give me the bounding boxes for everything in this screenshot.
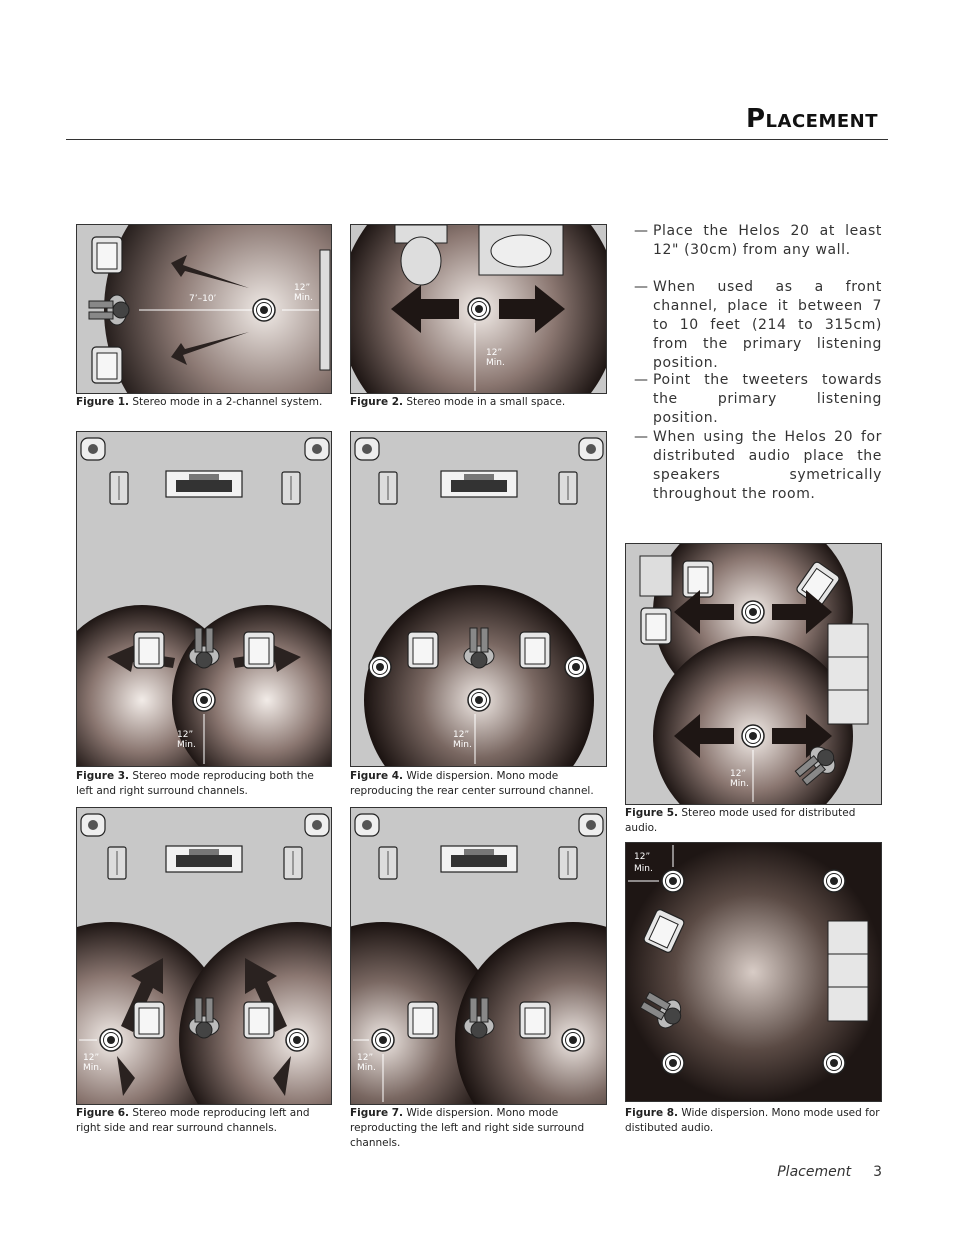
figure-3-min-value: 12” (177, 730, 194, 740)
figure-5-diagram (625, 543, 882, 805)
figure-2-label: Figure 2. (350, 396, 404, 408)
figure-3-caption (76, 769, 332, 799)
figure-2-caption-text: Stereo mode in a small space. (406, 396, 566, 408)
bullet-tweeters (634, 371, 882, 428)
bullet-text: When used as a front channel, place it between 7 to 10 feet (214 to 315cm) from the primary listening position. (653, 279, 882, 371)
figure-5-min-value: 12” (730, 769, 747, 779)
title-rule (66, 139, 888, 140)
figure-4-diagram (350, 431, 607, 767)
page-title: Placement (745, 104, 878, 134)
figure-4-caption (350, 769, 606, 799)
figure-3-min-label: Min. (177, 740, 196, 750)
figure-8-min-label: Min. (634, 864, 653, 874)
figure-1-caption (76, 395, 332, 410)
figure-7-diagram (350, 807, 607, 1105)
figure-6-caption-text: Stereo mode reproducing left and right side and rear surround channels. (76, 1107, 310, 1134)
figure-6-label: Figure 6. (76, 1107, 130, 1119)
figure-7-min-value: 12” (357, 1053, 374, 1063)
bullet-front-channel (634, 278, 882, 373)
footer-section-label: Placement (777, 1164, 852, 1180)
figure-5-caption-text: Stereo mode used for distributed audio. (625, 807, 856, 834)
bullet-distributed (634, 428, 882, 504)
figure-5-min-label: Min. (730, 779, 749, 789)
figure-2-min-label: Min. (486, 358, 505, 368)
figure-5-label: Figure 5. (625, 807, 679, 819)
figure-7-label: Figure 7. (350, 1107, 404, 1119)
figure-2-min-value: 12” (486, 348, 503, 358)
figure-4-min-label: Min. (453, 740, 472, 750)
figure-2-diagram (350, 224, 607, 394)
figure-1-distance-label: 7’–10’ (189, 294, 217, 304)
figure-1-diagram (76, 224, 332, 394)
bullet-text: Place the Helos 20 at least 12" (30cm) from any wall. (653, 223, 882, 258)
figure-3-caption-text: Stereo mode reproducing both the left and right surround channels. (76, 770, 314, 797)
figure-6-caption (76, 1106, 332, 1136)
bullet-text: When using the Helos 20 for distributed audio place the speakers symetrically throughout the room. (653, 429, 882, 502)
figure-7-caption (350, 1106, 606, 1151)
figure-4-label: Figure 4. (350, 770, 404, 782)
figure-1-caption-text: Stereo mode in a 2-channel system. (132, 396, 323, 408)
figure-8-label: Figure 8. (625, 1107, 679, 1119)
figure-8-min-value: 12” (634, 852, 651, 862)
figure-1-label: Figure 1. (76, 396, 130, 408)
figure-6-min-value: 12” (83, 1053, 100, 1063)
page-number: 3 (873, 1164, 882, 1180)
figure-3-diagram (76, 431, 332, 767)
figure-1-min-value: 12” (294, 283, 311, 293)
figure-7-caption-text: Wide dispersion. Mono mode reproducting the left and right side surround channels. (350, 1107, 585, 1149)
bullet-wall-distance (634, 222, 882, 260)
bullet-dash: — (634, 372, 649, 388)
bullet-dash: — (634, 429, 649, 445)
figure-4-caption-text: Wide dispersion. Mono mode reproducing the rear center surround channel. (350, 770, 594, 797)
figure-8-caption-text: Wide dispersion. Mono mode used for distibuted audio. (625, 1107, 880, 1134)
page-footer (777, 1164, 882, 1180)
figure-8-caption (625, 1106, 885, 1136)
bullet-dash: — (634, 279, 649, 295)
figure-6-diagram (76, 807, 332, 1105)
figure-6-min-label: Min. (83, 1063, 102, 1073)
figure-8-diagram (625, 842, 882, 1102)
figure-7-min-label: Min. (357, 1063, 376, 1073)
figure-1-min-label: Min. (294, 293, 313, 303)
figure-3-label: Figure 3. (76, 770, 130, 782)
bullet-dash: — (634, 223, 649, 239)
figure-5-caption (625, 806, 885, 836)
bullet-text: Point the tweeters towards the primary listening position. (653, 372, 882, 426)
figure-2-caption (350, 395, 606, 410)
figure-4-min-value: 12” (453, 730, 470, 740)
